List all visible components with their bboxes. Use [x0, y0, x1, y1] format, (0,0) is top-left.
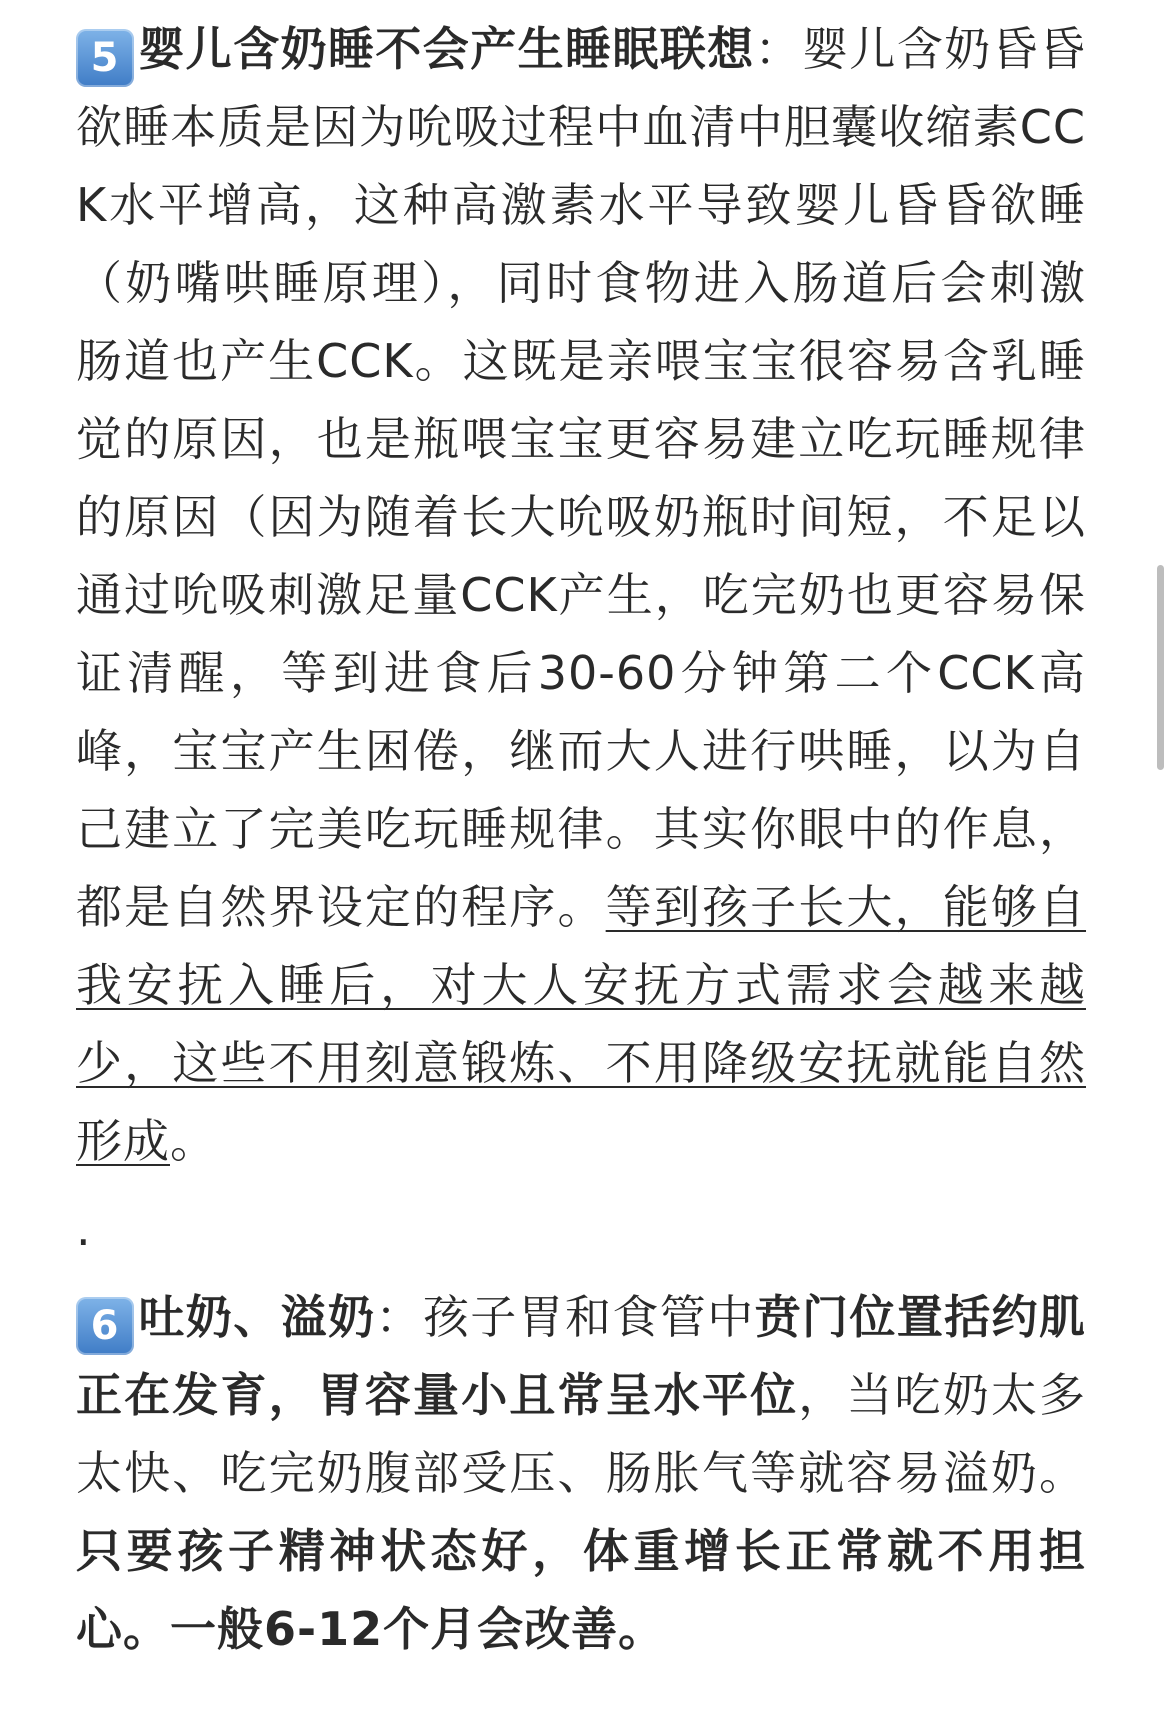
- section-5-title: 婴儿含奶睡不会产生睡眠联想: [138, 22, 755, 76]
- section-6-text-2: ，当吃奶太多太快、吃完奶腹部受压、肠胀气等就容易溢奶。: [76, 1368, 1087, 1500]
- section-6-bold-text-1: 贲门位置括约肌正在发育，胃容量小且常呈水平位: [76, 1290, 1087, 1422]
- keycap-5-icon: 5: [76, 29, 134, 87]
- vertical-scrollbar[interactable]: [1157, 565, 1164, 770]
- section-5-end-punct: 。: [170, 1114, 217, 1168]
- section-5-paragraph: [76, 10, 1086, 1180]
- section-5-underlined-text: 等到孩子长大，能够自我安抚入睡后，对大人安抚方式需求会越来越少，这些不用刻意锻炼、不用降级安抚就能自然形成: [76, 880, 1087, 1168]
- section-5-colon: ：: [754, 22, 803, 76]
- section-5-body-text: 婴儿含奶昏昏欲睡本质是因为吮吸过程中血清中胆囊收缩素CCK水平增高，这种高激素水平导致婴儿昏昏欲睡（奶嘴哄睡原理），同时食物进入肠道后会刺激肠道也产生CCK。这既是亲喂宝宝很容易含乳睡觉的原因，也是瓶喂宝宝更容易建立吃玩睡规律的原因（因为随着长大吮吸奶瓶时间短，不足以通过吮吸刺激足量CCK产生，吃完奶也更容易保证清醒，等到进食后30-60分钟第二个CCK高峰，宝宝产生困倦，继而大人进行哄睡，以为自己建立了完美吃玩睡规律。其实你眼中的作息，都是自然界设定的程序。: [76, 22, 1087, 934]
- section-6-title: 吐奶、溢奶: [138, 1290, 376, 1344]
- keycap-6-icon: 6: [76, 1297, 134, 1355]
- article-content: [76, 10, 1086, 1668]
- section-6-bold-text-2: 只要孩子精神状态好，体重增长正常就不用担心。一般6-12个月会改善。: [76, 1524, 1086, 1656]
- section-6-text-1: 孩子胃和食管中: [422, 1290, 755, 1344]
- section-6-colon: ：: [375, 1290, 423, 1344]
- section-6-paragraph: [76, 1278, 1086, 1668]
- separator-dot: .: [76, 1202, 91, 1256]
